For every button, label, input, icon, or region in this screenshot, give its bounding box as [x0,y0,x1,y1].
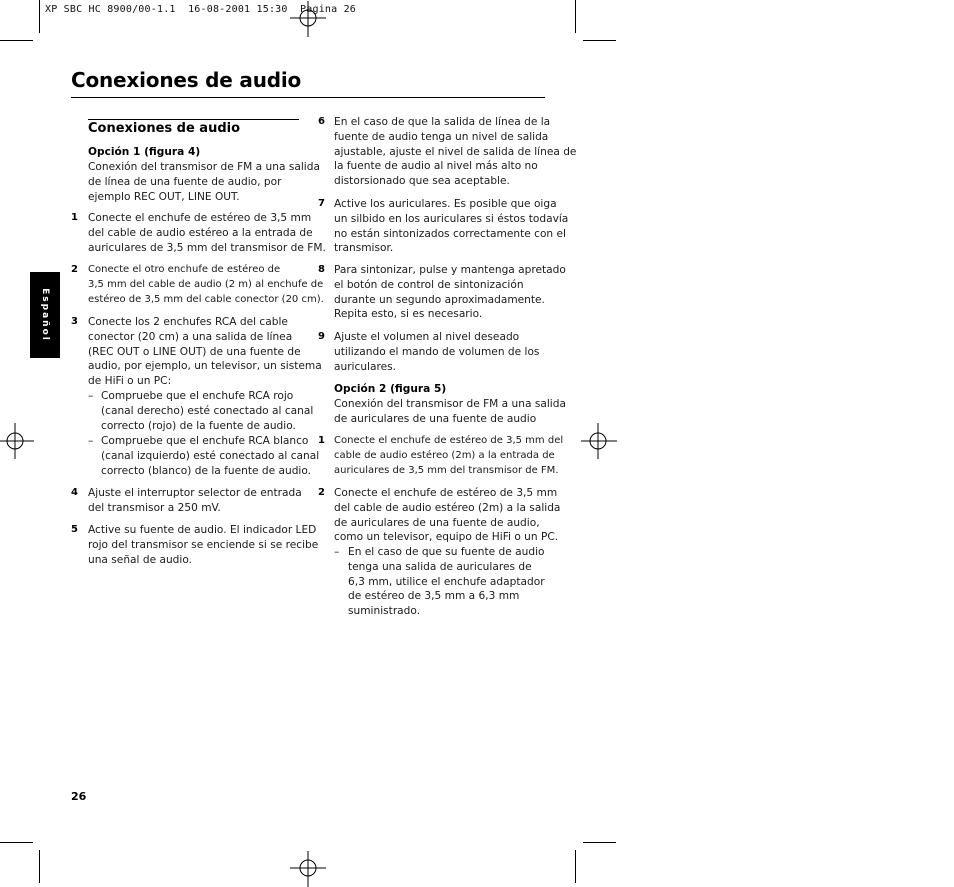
step-number: 6 [318,116,325,127]
crop-mark [0,842,33,843]
bullet-dash: – [88,390,94,402]
step-text: Conecte el otro enchufe de estéreo de 3,5 mm del cable de audio (2 m) al enchufe de estéreo de 3,5 mm del cable conector (20 cm). [88,264,324,305]
title-rule [71,97,545,98]
option-label: Opción 1 (figura 4) [88,146,201,158]
option-description: Conexión del transmisor de FM a una salida de línea de una fuente de audio, por ejemplo REC OUT, LINE OUT. [88,161,320,203]
step-text: Conecte el enchufe de estéreo de 3,5 mm del cable de audio estéreo (2m) a la salida de auriculares de una fuente de audio, como un televisor, equipo de HiFi o un PC. [334,487,561,544]
step-number: 7 [318,198,325,209]
step-text: Ajuste el volumen al nivel deseado utilizando el mando de volumen de los auriculares. [334,331,540,373]
step-number: 5 [71,524,78,535]
crop-mark [575,0,576,33]
registration-mark-icon [290,851,326,887]
section-heading: Conexiones de audio [88,121,241,136]
registration-mark-icon [290,1,326,37]
crop-mark [583,40,616,41]
crop-mark [39,850,40,883]
step-number: 3 [71,316,78,327]
step-text: Ajuste el interruptor selector de entrada del transmisor a 250 mV. [88,487,302,514]
step-text: Para sintonizar, pulse y mantenga apretado el botón de control de sintonización durante un segundo aproximadamente. Repita esto, si es necesario. [334,264,566,321]
language-tab-label: Español [40,288,50,342]
bullet-dash: – [88,435,94,447]
step-number: 1 [71,212,78,223]
step-number: 2 [71,264,78,275]
registration-mark-icon [581,423,617,459]
step-bullet: Compruebe que el enchufe RCA blanco (canal izquierdo) esté conectado al canal correcto (blanco) de la fuente de audio. [101,435,320,477]
step-bullet: Compruebe que el enchufe RCA rojo (canal derecho) esté conectado al canal correcto (rojo) de la fuente de audio. [101,390,314,432]
step-text: En el caso de que la salida de línea de la fuente de audio tenga un nivel de salida ajustable, ajuste el nivel de salida de línea de la fuente de audio al nivel más alto no distorsionado que sea aceptable. [334,116,577,188]
registration-mark-icon [0,423,34,459]
step-number: 4 [71,487,78,498]
option-label: Opción 2 (figura 5) [334,383,447,395]
page-number: 26 [71,790,87,803]
crop-mark [0,40,33,41]
print-slug: XP SBC HC 8900/00-1.1 16-08-2001 15:30 Pagina 26 [45,4,357,15]
bullet-dash: – [334,546,340,558]
step-bullet: En el caso de que su fuente de audio tenga una salida de auriculares de 6,3 mm, utilice el enchufe adaptador de estéreo de 3,5 mm a 6,3 mm suministrado. [348,546,545,618]
page-title: Conexiones de audio [71,68,302,92]
section-rule [88,119,299,120]
step-number: 2 [318,487,325,498]
step-text: Conecte el enchufe de estéreo de 3,5 mm del cable de audio estéreo a la entrada de auriculares de 3,5 mm del transmisor de FM. [88,212,326,254]
crop-mark [39,0,40,33]
step-text: Conecte el enchufe de estéreo de 3,5 mm del cable de audio estéreo (2m) a la entrada de auriculares de 3,5 mm del transmisor de FM. [334,435,564,476]
step-text: Conecte los 2 enchufes RCA del cable conector (20 cm) a una salida de línea (REC OUT o LINE OUT) de una fuente de audio, por ejemplo, un televisor, un sistema de HiFi o un PC: [88,316,322,388]
step-number: 9 [318,331,325,342]
crop-mark [583,842,616,843]
step-number: 8 [318,264,325,275]
step-text: Active los auriculares. Es posible que oiga un silbido en los auriculares si éstos todavía no están sintonizados correctamente con el transmisor. [334,198,569,255]
step-text: Active su fuente de audio. El indicador LED rojo del transmisor se enciende si se recibe una señal de audio. [88,524,319,566]
step-number: 1 [318,435,325,446]
crop-mark [575,850,576,883]
option-description: Conexión del transmisor de FM a una salida de auriculares de una fuente de audio [334,398,566,425]
